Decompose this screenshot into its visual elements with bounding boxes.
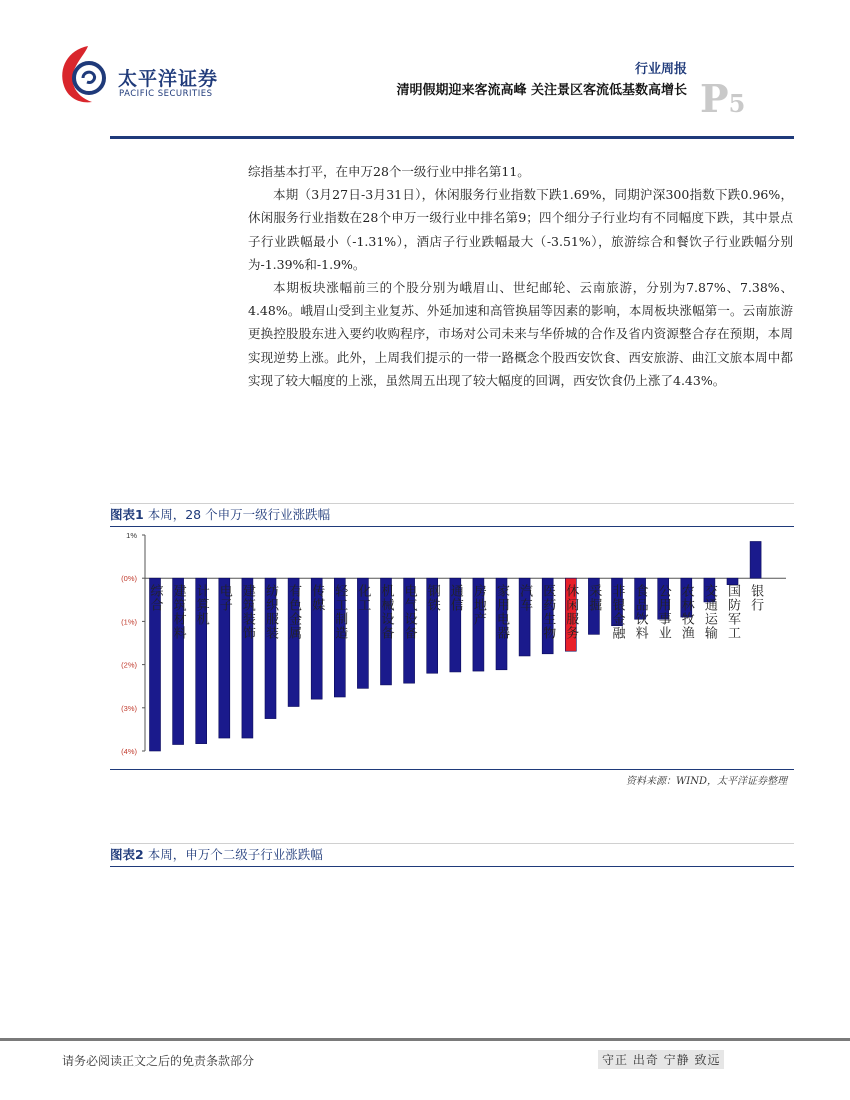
category-label: 钢铁 bbox=[424, 584, 440, 613]
y-tick-label: (2%) bbox=[121, 660, 137, 670]
page-number bbox=[700, 76, 745, 121]
y-tick-label: (1%) bbox=[121, 617, 137, 627]
category-label: 电子 bbox=[216, 584, 232, 613]
category-label: 汽车 bbox=[517, 584, 533, 613]
category-label: 建筑材料 bbox=[170, 584, 186, 641]
category-label: 机械设备 bbox=[378, 584, 394, 641]
company-motto: 守正 出奇 宁静 致远 bbox=[598, 1050, 724, 1069]
category-label: 化工 bbox=[355, 584, 371, 613]
category-label: 公用事业 bbox=[655, 584, 671, 641]
company-logo-icon bbox=[58, 44, 110, 106]
footer-divider bbox=[0, 1038, 850, 1041]
report-title: 清明假期迎来客流高峰 关注景区客流低基数高增长 bbox=[396, 83, 687, 98]
figure2-caption: 本周，申万个二级子行业涨跌幅 bbox=[147, 847, 323, 862]
paragraph: 本期板块涨幅前三的个股分别为峨眉山、世纪邮轮、云南旅游，分别为7.87%、7.38%、4.48%。峨眉山受到主业复苏、外延加速和高管换届等因素的影响，本周板块涨幅第一。云南旅游更换控股股东进入要约收购程序，市场对公司未来与华侨城的合作及省内资源整合存在预期，本周实现逆势上涨。此外，上周我们提示的一带一路概念个股西安饮食、西安旅游、曲江文旅本周中都实现了较大幅度的上涨，虽然周五出现了较大幅度的回调，西安饮食仍上涨了4.43%。 bbox=[248, 280, 793, 388]
figure2-label: 图表2 bbox=[110, 847, 144, 862]
disclaimer-text: 请务必阅读正文之后的免责条款部分 bbox=[62, 1054, 255, 1068]
chart-bottom-divider bbox=[110, 769, 794, 770]
company-name-cn: 太平洋证券 bbox=[118, 68, 219, 90]
figure1-caption: 本周，28 个申万一级行业涨跌幅 bbox=[147, 507, 331, 522]
figure1-source: 资料来源：WIND，太平洋证券整理 bbox=[626, 776, 787, 787]
y-tick-label: (3%) bbox=[121, 703, 137, 713]
category-label: 农林牧渔 bbox=[678, 584, 694, 641]
page-letter: P bbox=[700, 76, 729, 121]
y-tick-label: 1% bbox=[126, 531, 137, 540]
category-label: 房地产 bbox=[470, 584, 486, 627]
category-label: 休闲服务 bbox=[563, 584, 579, 641]
category-label: 交通运输 bbox=[701, 584, 717, 641]
paragraph: 综指基本打平，在申万28个一级行业中排名第11。 bbox=[248, 164, 530, 179]
category-label: 非银金融 bbox=[609, 584, 625, 641]
category-label: 通信 bbox=[447, 584, 463, 613]
industry-change-chart bbox=[110, 525, 794, 769]
paragraph: 本期（3月27日-3月31日），休闲服务行业指数下跌1.69%，同期沪深300指数下跌0.96%，休闲服务行业指数在28个申万一级行业中排名第9；四个细分子行业均有不同幅度下跌，其中景点子行业跌幅最小（-1.31%），酒店子行业跌幅最大（-3.51%），旅游综合和餐饮子行业跌幅分别为-1.39%和-1.9%。 bbox=[248, 187, 793, 272]
category-label: 轻工制造 bbox=[332, 584, 348, 641]
figure2-title bbox=[110, 843, 794, 867]
y-tick-label: (0%) bbox=[121, 574, 137, 584]
category-label: 国防军工 bbox=[725, 584, 740, 641]
category-label: 传媒 bbox=[309, 584, 325, 613]
category-label: 采掘 bbox=[586, 584, 602, 613]
figure1-label: 图表1 bbox=[110, 507, 144, 522]
category-label: 计算机 bbox=[193, 584, 209, 627]
y-tick-label: (4%) bbox=[121, 747, 137, 756]
category-label: 银行 bbox=[748, 584, 764, 613]
figure1-title bbox=[110, 503, 794, 527]
body-text bbox=[248, 160, 793, 392]
category-label: 电气设备 bbox=[401, 584, 417, 641]
company-name-en: PACIFIC SECURITIES bbox=[119, 89, 213, 99]
category-label: 建筑装饰 bbox=[239, 584, 255, 641]
category-label: 食品饮料 bbox=[632, 584, 648, 641]
category-label: 家用电器 bbox=[494, 584, 509, 641]
page-digit: 5 bbox=[728, 89, 746, 118]
category-label: 综合 bbox=[147, 584, 163, 613]
category-label: 医药生物 bbox=[540, 584, 556, 641]
header-divider bbox=[110, 136, 794, 139]
report-type: 行业周报 bbox=[634, 62, 687, 77]
chart-bar bbox=[750, 541, 761, 578]
category-label: 有色金属 bbox=[286, 584, 302, 641]
category-label: 纺织服装 bbox=[263, 584, 278, 641]
